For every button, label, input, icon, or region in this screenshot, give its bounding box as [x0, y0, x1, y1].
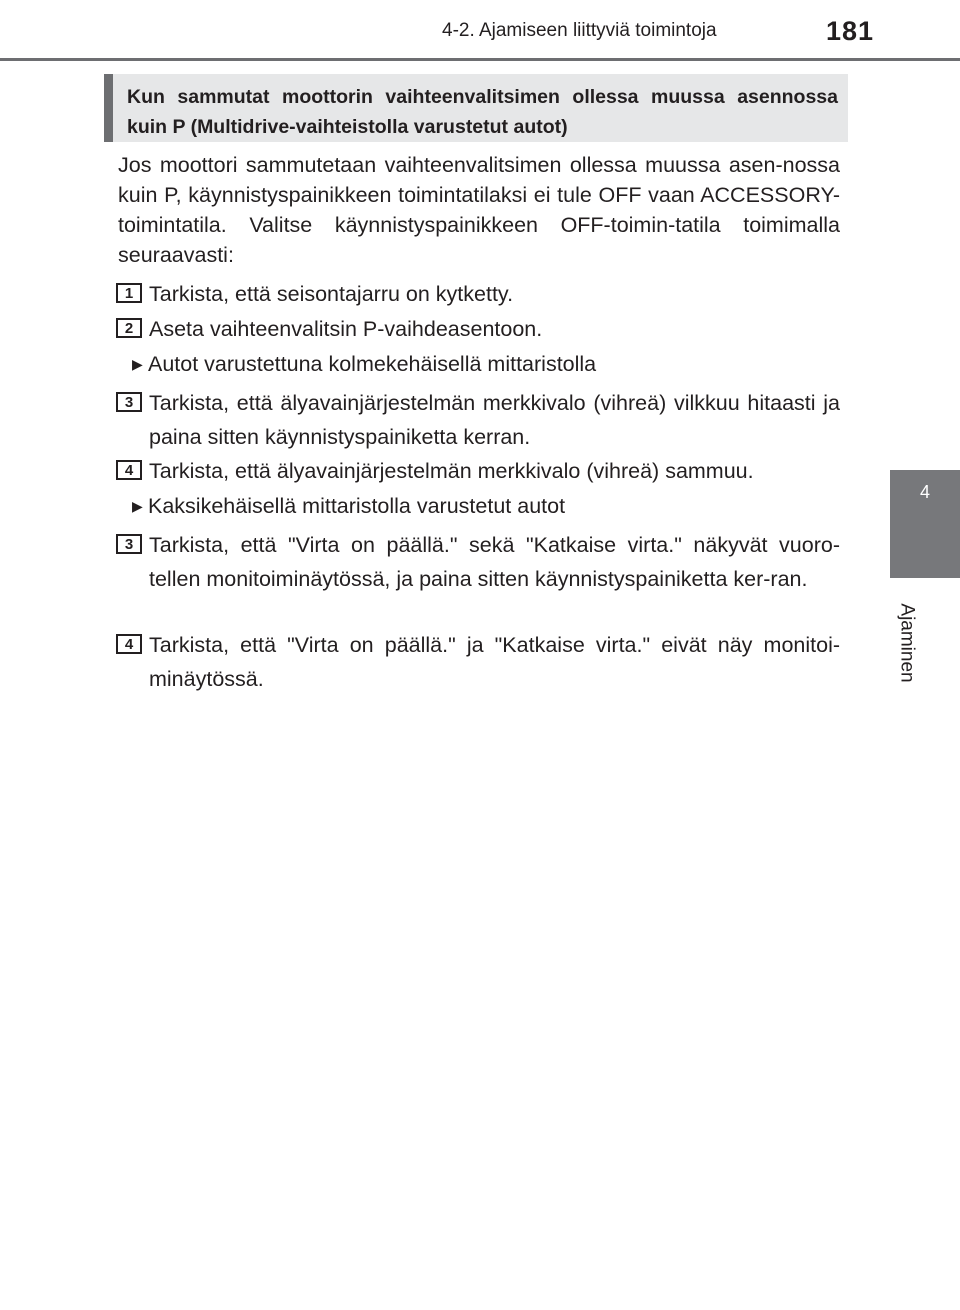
step-number-badge: 4	[116, 634, 142, 654]
step-item	[108, 528, 840, 596]
step-text: Aseta vaihteenvalitsin P-vaihdeasentoon.	[149, 317, 543, 341]
step-text: Tarkista, että seisontajarru on kytketty.	[149, 282, 514, 306]
step-number-badge: 3	[116, 392, 142, 412]
section-heading: Kun sammutat moottorin vaihteenvalitsimen ollessa muussa asennossa kuin P (Multidrive-vaihteistolla varustetut autot)	[127, 86, 838, 138]
step-text: Tarkista, että älyavainjärjestelmän merkkivalo (vihreä) vilkkuu hitaasti ja paina sitten käynnistyspainiketta kerran.	[149, 391, 840, 449]
intro-paragraph: Jos moottori sammutetaan vaihteenvalitsimen ollessa muussa asen-nossa kuin P, käynnistyspainikkeen toimintatilaksi ei tule OFF vaan ACCESSORY-toimintatila. Valitse käynnistyspainikkeen OFF-toimin-tatila toimimalla seuraavasti:	[118, 153, 840, 267]
variant-heading	[132, 491, 832, 521]
variant-title: Kaksikehäisellä mittaristolla varustetut autot	[148, 494, 566, 518]
page-number: 181	[826, 16, 875, 46]
step-item	[108, 454, 840, 488]
section-title: 4-2. Ajamiseen liittyviä toimintoja	[442, 20, 717, 41]
header-divider	[0, 58, 960, 61]
section-heading-box	[104, 74, 848, 142]
step-text: Tarkista, että "Virta on päällä." sekä "Katkaise virta." näkyvät vuoro-tellen monitoiminäytössä, ja paina sitten käynnistyspainiketta ker-ran.	[149, 533, 840, 591]
chapter-label	[892, 588, 922, 698]
step-number-badge: 1	[116, 283, 142, 303]
triangle-bullet-icon: ▶	[132, 498, 143, 514]
variant-title: Autot varustettuna kolmekehäisellä mittaristolla	[148, 352, 597, 376]
step-item	[108, 628, 840, 696]
step-item	[108, 277, 840, 311]
triangle-bullet-icon: ▶	[132, 356, 143, 372]
chapter-label-text: Ajaminen	[897, 603, 918, 683]
step-number-badge: 4	[116, 460, 142, 480]
step-text: Tarkista, että älyavainjärjestelmän merkkivalo (vihreä) sammuu.	[149, 459, 754, 483]
chapter-number: 4	[919, 482, 930, 502]
step-number-badge: 2	[116, 318, 142, 338]
step-text: Tarkista, että "Virta on päällä." ja "Katkaise virta." eivät näy monitoi-minäytössä.	[149, 633, 840, 691]
step-number-badge: 3	[116, 534, 142, 554]
variant-heading	[132, 349, 832, 379]
step-item	[108, 386, 840, 454]
step-item	[108, 312, 840, 346]
chapter-tab	[890, 470, 960, 578]
